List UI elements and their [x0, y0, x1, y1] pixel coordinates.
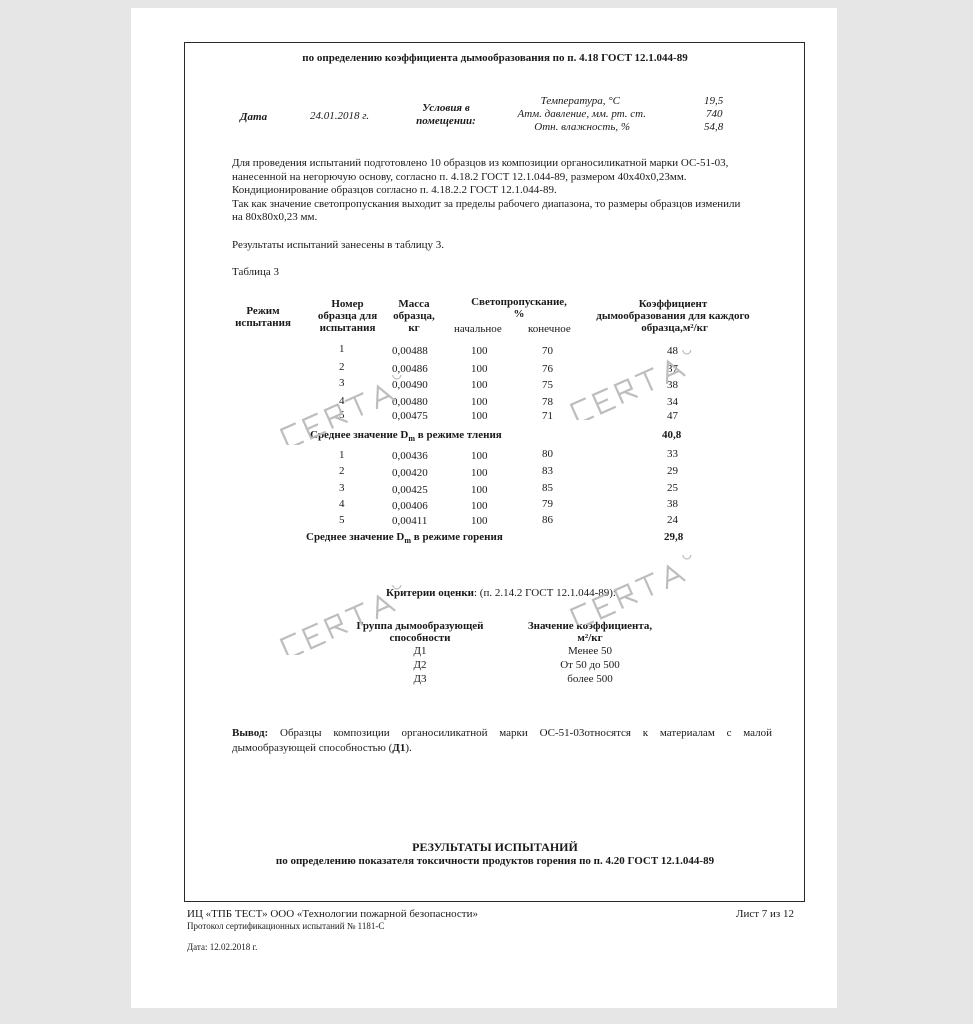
footer-date: Дата: 12.02.2018 г.: [187, 942, 258, 952]
conclusion-label: Вывод:: [232, 727, 269, 739]
certa-watermark-svg: [265, 585, 435, 655]
table-cell-final: 80: [542, 448, 553, 460]
flame-average-label: [306, 531, 503, 545]
smolder-average-value: 40,8: [662, 429, 682, 441]
intro-line3: Кондиционирование образцов согласно п. 4.18.2.2 ГОСТ 12.1.044-89.: [232, 184, 557, 196]
table-cell-initial: 100: [471, 515, 488, 527]
table-cell-num: 3: [339, 377, 345, 389]
table-cell-final: 86: [542, 514, 553, 526]
certa-watermark-svg: [555, 350, 725, 420]
flame-average-value: 29,8: [664, 531, 684, 543]
criteria-col1-line2: способности: [389, 632, 451, 644]
table-cell-final: 75: [542, 379, 553, 391]
table-cell-num: 3: [339, 482, 345, 494]
criteria-value: более 500: [567, 673, 613, 685]
header-initial: начальное: [454, 323, 502, 335]
header-num-line1: Номер: [331, 298, 364, 310]
criteria-col1-line1: Группа дымообразующей: [356, 620, 484, 632]
header-coef-line2: дымообразования для каждого: [596, 310, 750, 322]
flame-avg-post: в режиме горения: [411, 531, 503, 543]
table-cell-num: 5: [339, 409, 345, 421]
table-cell-initial: 100: [471, 410, 488, 422]
table-cell-initial: 100: [471, 379, 488, 391]
temperature-label: Температура, °С: [540, 95, 620, 107]
table-cell-mass: 0,00490: [392, 379, 428, 391]
header-coef-line1: Коэффициент: [638, 298, 708, 310]
certa-watermark-logo: [265, 585, 435, 655]
table-cell-num: 5: [339, 514, 345, 526]
conclusion: [232, 726, 772, 756]
certa-watermark-svg: [555, 555, 725, 625]
temperature-value: 19,5: [704, 95, 724, 107]
table-cell-final: 71: [542, 410, 553, 422]
header-final: конечное: [528, 323, 571, 335]
table-cell-coef: 38: [667, 498, 678, 510]
header-mass-line3: кг: [408, 322, 420, 334]
room-label-line2: помещении:: [416, 115, 476, 127]
table-cell-final: 79: [542, 498, 553, 510]
header-num-line3: испытания: [319, 322, 376, 334]
intro-line4: Так как значение светопропускания выходит за пределы рабочего диапазона, то размеры образцов изменили: [232, 197, 741, 210]
humidity-label: Отн. влажность, %: [534, 121, 630, 133]
smolder-avg-pre: Среднее значение D: [310, 429, 409, 441]
table-cell-coef: 47: [667, 410, 678, 422]
table-cell-initial: 100: [471, 450, 488, 462]
table-cell-num: 4: [339, 395, 345, 407]
table-cell-mass: 0,00406: [392, 500, 428, 512]
conclusion-text-1: Образцы композиции органосиликатной марки ОС-51-03относятся к материалам с малой: [268, 727, 772, 739]
flame-avg-sub: m: [404, 536, 412, 546]
footer-organization: ИЦ «ТПБ ТЕСТ» ООО «Технологии пожарной безопасности»: [187, 908, 478, 920]
table-cell-final: 78: [542, 396, 553, 408]
intro-line2: нанесенной на негорючую основу, согласно п. 4.18.2 ГОСТ 12.1.044-89, размером 40х40х0,23мм.: [232, 170, 687, 183]
table-cell-initial: 100: [471, 484, 488, 496]
results-note: Результаты испытаний занесены в таблицу 3.: [232, 239, 445, 251]
certa-watermark-logo: [555, 350, 725, 420]
criteria-value: Менее 50: [568, 645, 612, 657]
room-conditions-label: [405, 102, 487, 128]
table-caption: Таблица 3: [232, 266, 280, 278]
header-light-line2: %: [513, 308, 525, 320]
header-mode-line1: Режим: [246, 305, 280, 317]
criteria-col2-line1: Значение коэффициента,: [527, 620, 653, 632]
header-coef-line3: образца,м²/кг: [641, 322, 708, 334]
table-cell-mass: 0,00425: [392, 484, 428, 496]
section-title: по определению коэффициента дымообразования по п. 4.18 ГОСТ 12.1.044-89: [302, 52, 688, 64]
certa-watermark-logo: [555, 555, 725, 625]
date-value: 24.01.2018 г.: [310, 110, 370, 122]
criteria-title-bold: Критерии оценки: [386, 587, 474, 599]
table-cell-initial: 100: [471, 467, 488, 479]
criteria-group: Д1: [413, 645, 427, 657]
header-num-line2: образца для: [317, 310, 378, 322]
table-cell-coef: 38: [667, 379, 678, 391]
table-cell-num: 2: [339, 465, 345, 477]
table-cell-coef: 48: [667, 345, 678, 357]
table-cell-coef: 34: [667, 396, 678, 408]
conclusion-group: Д1: [392, 742, 406, 754]
certa-watermark-svg: [265, 375, 435, 445]
table-cell-coef: 29: [667, 465, 678, 477]
table-cell-initial: 100: [471, 345, 488, 357]
header-mass: [378, 298, 450, 334]
table-cell-mass: 0,00475: [392, 410, 428, 422]
criteria-title-rest: : (п. 2.14.2 ГОСТ 12.1.044-89):: [474, 587, 616, 599]
table-cell-mass: 0,00436: [392, 450, 428, 462]
footer-protocol: Протокол сертификационных испытаний № 1181-С: [187, 921, 385, 931]
table-cell-num: 1: [339, 343, 345, 355]
pressure-label: Атм. давление, мм. рт. ст.: [517, 108, 646, 120]
table-cell-mass: 0,00486: [392, 363, 428, 375]
header-mass-line2: образца,: [393, 310, 435, 322]
table-cell-mass: 0,00411: [392, 515, 428, 527]
header-mass-line1: Масса: [398, 298, 430, 310]
table-cell-initial: 100: [471, 396, 488, 408]
table-cell-final: 70: [542, 345, 553, 357]
header-light-transmission: [455, 296, 583, 320]
header-mode-line2: испытания: [235, 317, 291, 329]
date-label: Дата: [240, 111, 268, 123]
table-cell-coef: 24: [667, 514, 678, 526]
table-cell-initial: 100: [471, 363, 488, 375]
criteria-group: Д3: [413, 673, 427, 685]
table-cell-final: 85: [542, 482, 553, 494]
table-cell-mass: 0,00480: [392, 396, 428, 408]
conclusion-line1: [232, 726, 772, 741]
intro-line5: на 80х80х0,23 мм.: [232, 211, 318, 223]
room-label-line1: Условия в: [422, 102, 470, 114]
header-light-line1: Светопропускание,: [471, 296, 567, 308]
next-section-subtitle: по определению показателя токсичности продуктов горения по п. 4.20 ГОСТ 12.1.044-89: [275, 855, 715, 867]
table-cell-mass: 0,00488: [392, 345, 428, 357]
table-cell-num: 2: [339, 361, 345, 373]
pressure-value: 740: [706, 108, 723, 120]
humidity-value: 54,8: [704, 121, 724, 133]
table-cell-num: 1: [339, 449, 345, 461]
conclusion-text-3: ).: [405, 742, 412, 754]
conclusion-line2: [232, 741, 772, 756]
conclusion-text-2: дымообразующей способностью (: [232, 742, 393, 754]
footer-page-number: Лист 7 из 12: [736, 908, 795, 920]
table-cell-mass: 0,00420: [392, 467, 428, 479]
certa-watermark-logo: [265, 375, 435, 445]
table-cell-num: 4: [339, 498, 345, 510]
smolder-avg-sub: m: [408, 434, 416, 444]
criteria-value: От 50 до 500: [560, 659, 620, 671]
header-coefficient: [588, 298, 758, 334]
criteria-col2-line2: м²/кг: [577, 632, 603, 644]
next-section-title: РЕЗУЛЬТАТЫ ИСПЫТАНИЙ: [412, 840, 578, 854]
table-cell-coef: 25: [667, 482, 678, 494]
table-cell-coef: 33: [667, 448, 678, 460]
flame-avg-pre: Среднее значение D: [306, 531, 405, 543]
intro-line1: Для проведения испытаний подготовлено 10 образцов из композиции органосиликатной марки ОС-51-03,: [232, 157, 729, 169]
table-cell-coef: 37: [667, 363, 678, 375]
table-cell-final: 83: [542, 465, 553, 477]
header-mode: [225, 305, 301, 329]
table-cell-initial: 100: [471, 500, 488, 512]
intro-paragraph: [232, 157, 777, 225]
smolder-avg-post: в режиме тления: [415, 429, 502, 441]
criteria-group: Д2: [413, 659, 427, 671]
table-cell-final: 76: [542, 363, 553, 375]
